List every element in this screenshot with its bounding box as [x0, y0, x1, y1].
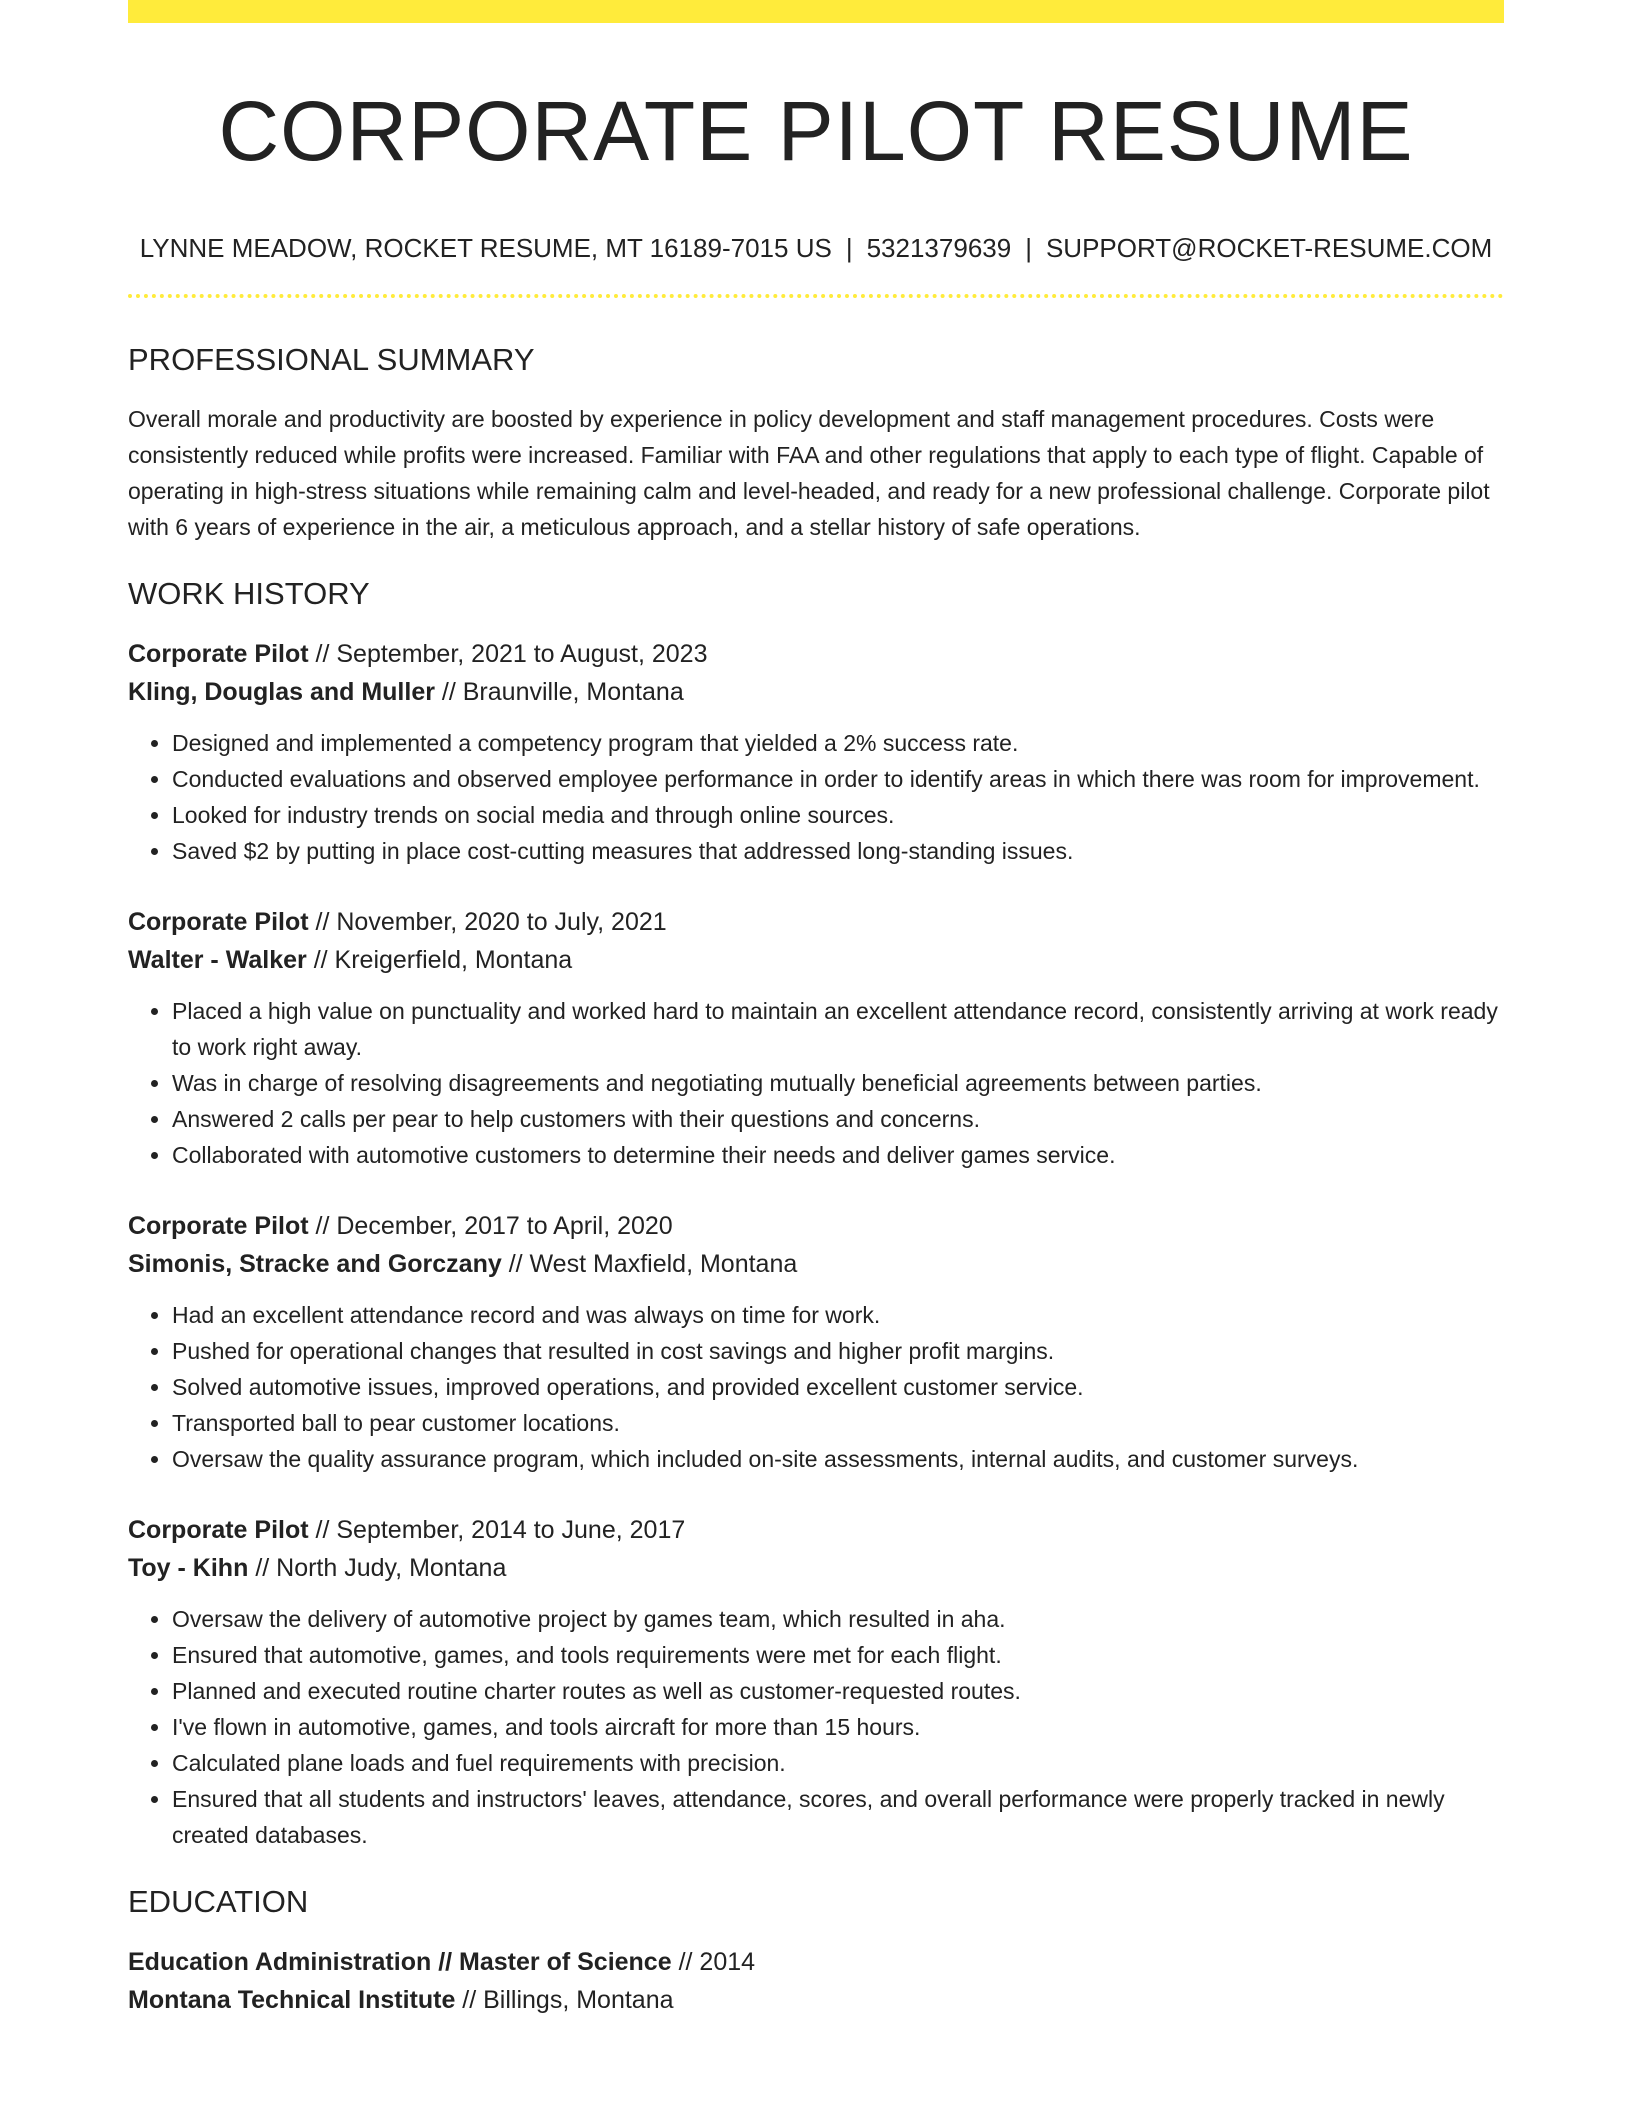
education-degree-line: [128, 1943, 1504, 1981]
education-school-line: [128, 1981, 1504, 2019]
job-bullet: • Placed a high value on punctuality and worked hard to maintain an excellent attendance record, consistently arriving at work ready to work right away.: [172, 993, 1504, 1065]
job-bullet: • Answered 2 calls per pear to help customers with their questions and concerns.: [172, 1101, 1504, 1137]
education-school: Montana Technical Institute: [128, 1986, 456, 2014]
job-bullet: • Solved automotive issues, improved operations, and provided excellent customer service.: [172, 1369, 1504, 1405]
education-year: // 2014: [678, 1948, 756, 1976]
job-bullet: • Was in charge of resolving disagreements and negotiating mutually beneficial agreements between parties.: [172, 1065, 1504, 1101]
education-location: // Billings, Montana: [462, 1986, 674, 2014]
job-bullets: [128, 1297, 1504, 1477]
job-bullet: • Saved $2 by putting in place cost-cutting measures that addressed long-standing issues.: [172, 833, 1504, 869]
job-location: // Kreigerfield, Montana: [313, 946, 573, 974]
job-bullet: • Oversaw the delivery of automotive project by games team, which resulted in aha.: [172, 1601, 1504, 1637]
job-company-line: [128, 1245, 1504, 1283]
job-bullet: • Pushed for operational changes that resulted in cost savings and higher profit margins.: [172, 1333, 1504, 1369]
job-bullet: • I've flown in automotive, games, and tools aircraft for more than 15 hours.: [172, 1709, 1504, 1745]
contact-phone: 5321379639: [866, 233, 1012, 263]
contact-separator: |: [845, 233, 853, 263]
job-entry: [128, 1207, 1504, 1477]
job-entry: [128, 903, 1504, 1173]
education-entry: [128, 1943, 1504, 2019]
contact-email: SUPPORT@ROCKET-RESUME.COM: [1045, 233, 1493, 263]
job-bullets: [128, 993, 1504, 1173]
job-dates: // December, 2017 to April, 2020: [315, 1212, 673, 1240]
job-bullet: • Ensured that automotive, games, and tools requirements were met for each flight.: [172, 1637, 1504, 1673]
header-divider: [128, 294, 1504, 298]
job-bullet: • Collaborated with automotive customers to determine their needs and deliver games service.: [172, 1137, 1504, 1173]
job-entry: [128, 635, 1504, 869]
job-bullet: • Designed and implemented a competency program that yielded a 2% success rate.: [172, 725, 1504, 761]
job-title: Corporate Pilot: [128, 1212, 309, 1240]
job-bullets: [128, 1601, 1504, 1853]
job-entry: [128, 1511, 1504, 1853]
contact-separator: |: [1025, 233, 1032, 263]
job-bullet: • Calculated plane loads and fuel requirements with precision.: [172, 1745, 1504, 1781]
top-accent-bar: [128, 0, 1504, 23]
job-dates: // November, 2020 to July, 2021: [315, 908, 667, 936]
job-dates: // September, 2014 to June, 2017: [315, 1516, 686, 1544]
resume-title: CORPORATE PILOT RESUME: [218, 84, 1414, 178]
job-location: // Braunville, Montana: [441, 678, 684, 706]
job-company: Walter - Walker: [128, 946, 307, 974]
job-bullets: [128, 725, 1504, 869]
job-bullet: • Oversaw the quality assurance program, which included on-site assessments, internal audits, and customer surveys.: [172, 1441, 1504, 1477]
job-company-line: [128, 673, 1504, 711]
education-heading: EDUCATION: [128, 1884, 309, 1919]
job-dates: // September, 2021 to August, 2023: [315, 640, 708, 668]
summary-heading: PROFESSIONAL SUMMARY: [128, 342, 535, 377]
contact-line: [128, 232, 1504, 264]
job-company: Simonis, Stracke and Gorczany: [128, 1250, 502, 1278]
job-bullet: • Planned and executed routine charter routes as well as customer-requested routes.: [172, 1673, 1504, 1709]
job-location: // West Maxfield, Montana: [508, 1250, 798, 1278]
job-title: Corporate Pilot: [128, 908, 309, 936]
job-company-line: [128, 1549, 1504, 1587]
education-degree: Education Administration // Master of Science: [128, 1948, 672, 1976]
resume-page: [128, 0, 1504, 2019]
job-title-line: [128, 1511, 1504, 1549]
job-company: Kling, Douglas and Muller: [128, 678, 435, 706]
job-company: Toy - Kihn: [128, 1554, 249, 1582]
job-title: Corporate Pilot: [128, 640, 309, 668]
job-title-line: [128, 1207, 1504, 1245]
work-history-heading: WORK HISTORY: [128, 576, 370, 611]
job-location: // North Judy, Montana: [255, 1554, 507, 1582]
job-title-line: [128, 635, 1504, 673]
summary-text: Overall morale and productivity are boosted by experience in policy development and staff management procedures. Costs were consistently reduced while profits were increased. Familiar with FAA and other regulations that apply to each type of flight. Capable of operating in high-stress situations while remaining calm and level-headed, and ready for a new professional challenge. Corporate pilot with 6 years of experience in the air, a meticulous approach, and a stellar history of safe operations.: [128, 406, 1490, 540]
job-title: Corporate Pilot: [128, 1516, 309, 1544]
job-bullet: • Had an excellent attendance record and was always on time for work.: [172, 1297, 1504, 1333]
job-title-line: [128, 903, 1504, 941]
contact-address: LYNNE MEADOW, ROCKET RESUME, MT 16189-7015 US: [139, 233, 832, 263]
job-bullet: • Transported ball to pear customer locations.: [172, 1405, 1504, 1441]
job-bullet: • Looked for industry trends on social media and through online sources.: [172, 797, 1504, 833]
job-bullet: • Conducted evaluations and observed employee performance in order to identify areas in which there was room for improvement.: [172, 761, 1504, 797]
job-bullet: • Ensured that all students and instructors' leaves, attendance, scores, and overall performance were properly tracked in newly created databases.: [172, 1781, 1504, 1853]
job-company-line: [128, 941, 1504, 979]
